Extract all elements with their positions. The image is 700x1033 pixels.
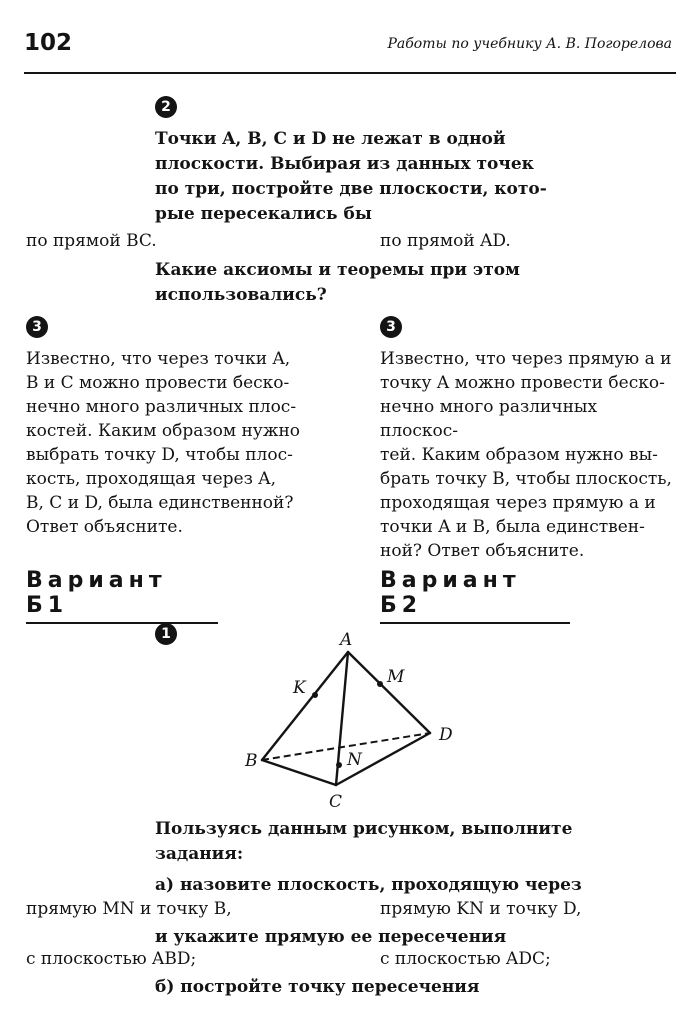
page-number: 102 bbox=[24, 30, 73, 56]
text-line: точку A можно провести беско- bbox=[380, 373, 665, 393]
task2-question-line: использовались? bbox=[155, 285, 327, 305]
label-n: N bbox=[347, 750, 362, 770]
text-line: нечно много различных плоскос- bbox=[380, 397, 598, 441]
task3-left-text bbox=[26, 347, 326, 539]
variant-title-b1: Вариант Б1 bbox=[26, 568, 218, 624]
text-line: проходящая через прямую a и bbox=[380, 493, 656, 513]
text-line: точки A и B, была единствен- bbox=[380, 517, 645, 537]
task2-line: Точки A, B, C и D не лежат в одной bbox=[155, 129, 506, 149]
text-line: выбрать точку D, чтобы плос- bbox=[26, 445, 293, 465]
task2-line: рые пересекались бы bbox=[155, 204, 372, 224]
task1-part-a: а) назовите плоскость, проходящую через bbox=[155, 875, 582, 895]
task2-line: по три, постройте две плоскости, кото- bbox=[155, 179, 547, 199]
task1-part-a-right: прямую KN и точку D, bbox=[380, 899, 582, 919]
tetrahedron-figure bbox=[235, 625, 470, 815]
text-line: B, C и D, была единственной? bbox=[26, 493, 294, 513]
task-number-badge: 3 bbox=[26, 316, 48, 338]
label-c: C bbox=[329, 792, 343, 812]
label-k: K bbox=[293, 678, 306, 698]
edge-ad bbox=[348, 652, 430, 733]
task2-question bbox=[155, 258, 575, 308]
task2-question-line: Какие аксиомы и теоремы при этом bbox=[155, 260, 520, 280]
task-number-badge: 3 bbox=[380, 316, 402, 338]
task-number-badge: 2 bbox=[155, 96, 177, 118]
label-m: M bbox=[387, 667, 405, 687]
header-divider bbox=[24, 72, 676, 74]
text-line: нечно много различных плос- bbox=[26, 397, 297, 417]
point-m bbox=[377, 681, 383, 687]
task2-left-option: по прямой BC. bbox=[26, 231, 157, 251]
point-n bbox=[336, 762, 342, 768]
label-a: A bbox=[340, 630, 353, 650]
task2-statement bbox=[155, 127, 575, 227]
edge-bc bbox=[262, 760, 336, 785]
text-line: ной? Ответ объясните. bbox=[380, 541, 585, 561]
text-line: Известно, что через точки A, bbox=[26, 349, 291, 369]
edge-ab bbox=[262, 652, 348, 760]
task-number-badge: 1 bbox=[155, 623, 177, 645]
text-line: тей. Каким образом нужно вы- bbox=[380, 445, 658, 465]
text-line: костей. Каким образом нужно bbox=[26, 421, 301, 441]
text-line: кость, проходящая через A, bbox=[26, 469, 276, 489]
text-line: B и C можно провести беско- bbox=[26, 373, 290, 393]
text-line: Известно, что через прямую a и bbox=[380, 349, 672, 369]
task2-line: плоскости. Выбирая из данных точек bbox=[155, 154, 534, 174]
task2-right-option: по прямой AD. bbox=[380, 231, 511, 251]
variant-title-b2: Вариант Б2 bbox=[380, 568, 570, 624]
task1-part-a2-left: с плоскостью ABD; bbox=[26, 949, 197, 969]
task1-part-b: б) постройте точку пересечения bbox=[155, 977, 480, 997]
task1-intro bbox=[155, 817, 595, 867]
text-line: брать точку B, чтобы плоскость, bbox=[380, 469, 672, 489]
label-b: B bbox=[245, 751, 258, 771]
task1-part-a2: и укажите прямую ее пересечения bbox=[155, 927, 507, 947]
task1-intro-line: задания: bbox=[155, 844, 244, 864]
task3-right-text bbox=[380, 347, 680, 563]
point-k bbox=[312, 692, 318, 698]
running-header: Работы по учебнику А. В. Погорелова bbox=[387, 36, 672, 52]
task1-part-a-left: прямую MN и точку B, bbox=[26, 899, 232, 919]
task1-part-a2-right: с плоскостью ADC; bbox=[380, 949, 551, 969]
text-line: Ответ объясните. bbox=[26, 517, 183, 537]
label-d: D bbox=[439, 725, 453, 745]
task1-intro-line: Пользуясь данным рисунком, выполните bbox=[155, 819, 573, 839]
